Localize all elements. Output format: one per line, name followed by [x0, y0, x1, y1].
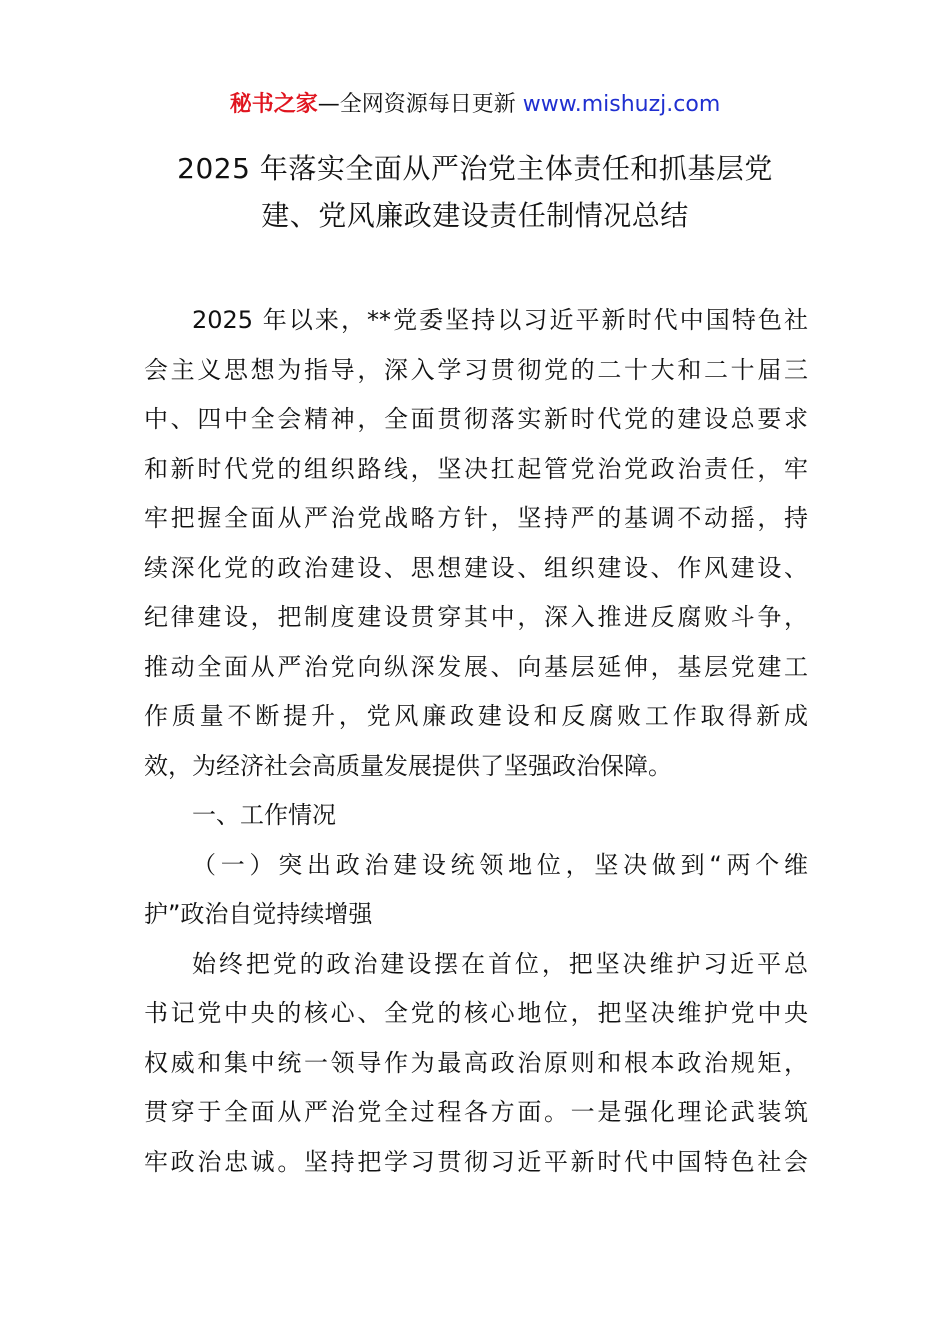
- title-line-2: 建、党风廉政建设责任制情况总结: [261, 199, 689, 232]
- p1-line-6: 续深化党的政治建设、思想建设、组织建设、作风建设、: [144, 553, 808, 582]
- document-title: [140, 145, 810, 239]
- p1-line-4: 和新时代党的组织路线，坚决扛起管党治党政治责任，牢: [144, 454, 808, 483]
- title-line-1: 2025 年落实全面从严治党主体责任和抓基层党: [177, 152, 773, 185]
- subheading-1-line-2: 护”政治自觉持续增强: [144, 900, 373, 928]
- site-url-link[interactable]: www.mishuzj.com: [522, 92, 721, 117]
- p2-line-4: 贯穿于全面从严治党全过程各方面。一是强化理论武装筑: [144, 1098, 808, 1126]
- p1-line-7: 纪律建设，把制度建设贯穿其中，深入推进反腐败斗争，: [144, 603, 808, 631]
- section-heading-1: 一、工作情况: [192, 801, 336, 829]
- header-tagline: —全网资源每日更新: [317, 92, 523, 117]
- p2-line-1: 始终把党的政治建设摆在首位，把坚决维护习近平总: [192, 949, 808, 978]
- p1-line-8: 推动全面从严治党向纵深发展、向基层延伸，基层党建工: [144, 652, 808, 681]
- p1-line-10: 效，为经济社会高质量发展提供了坚强政治保障。: [144, 751, 672, 780]
- p1-line-1: 2025 年以来，**党委坚持以习近平新时代中国特色社: [192, 306, 808, 334]
- subheading-1-line-1: （一）突出政治建设统领地位，坚决做到“两个维: [192, 850, 808, 879]
- p2-line-3: 权威和集中统一领导作为最高政治原则和根本政治规矩，: [144, 1048, 808, 1077]
- site-header: [0, 88, 950, 122]
- p2-line-2: 书记党中央的核心、全党的核心地位，把坚决维护党中央: [144, 999, 808, 1027]
- p2-line-5: 牢政治忠诚。坚持把学习贯彻习近平新时代中国特色社会: [144, 1147, 808, 1176]
- p1-line-3: 中、四中全会精神，全面贯彻落实新时代党的建设总要求: [144, 405, 808, 433]
- brand-name: 秘书之家: [229, 92, 318, 117]
- document-body: [144, 296, 808, 1187]
- p1-line-9: 作质量不断提升，党风廉政建设和反腐败工作取得新成: [144, 702, 808, 730]
- p1-line-5: 牢把握全面从严治党战略方针，坚持严的基调不动摇，持: [144, 504, 808, 532]
- p1-line-2: 会主义思想为指导，深入学习贯彻党的二十大和二十届三: [144, 355, 808, 384]
